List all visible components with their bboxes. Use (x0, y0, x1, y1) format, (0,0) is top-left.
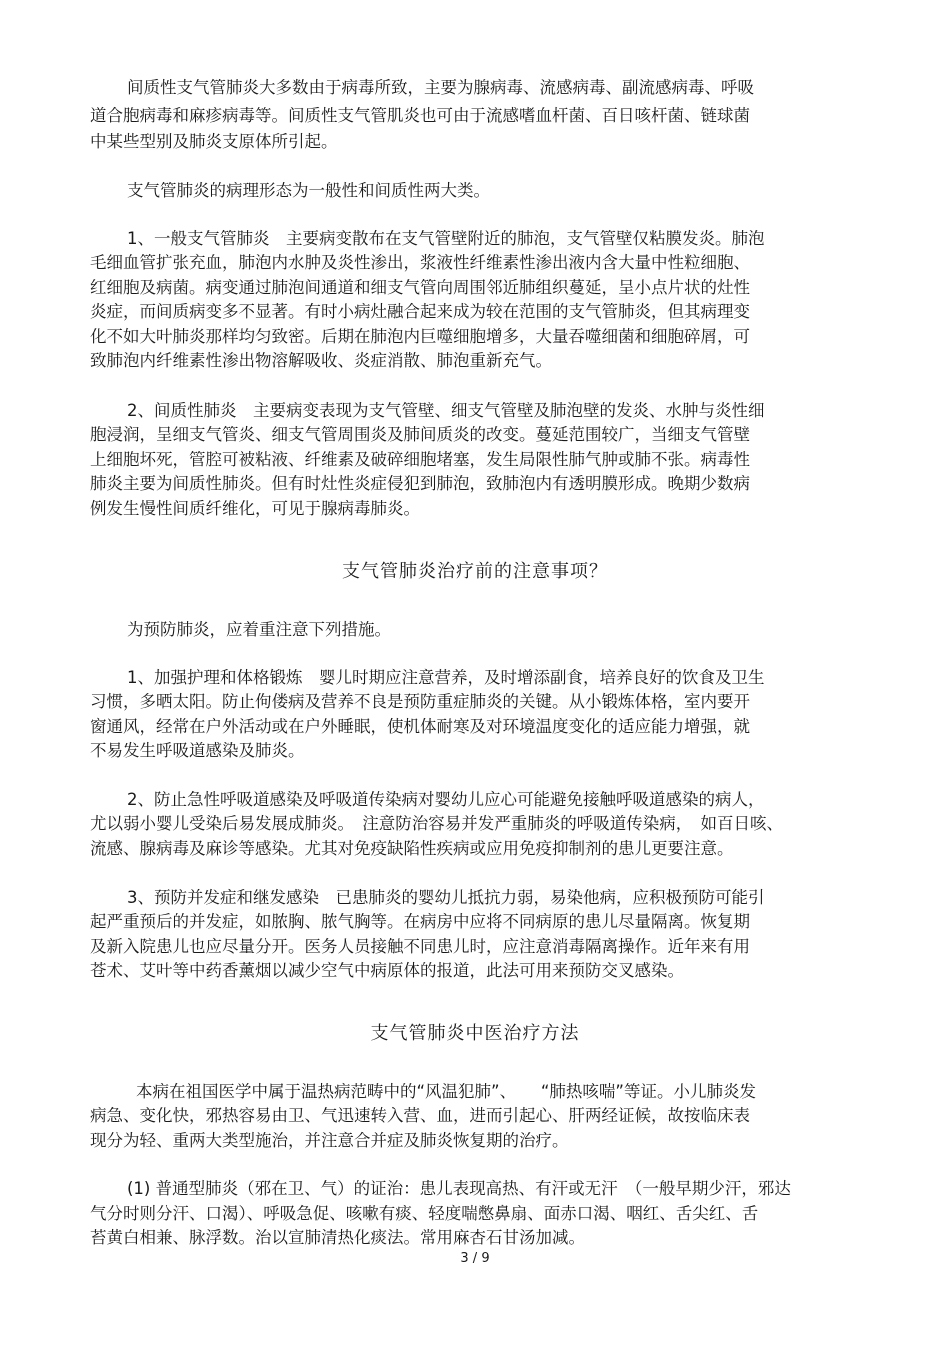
section-heading: 支气管肺炎治疗前的注意事项？ (342, 561, 608, 582)
paragraph-line: 为预防肺炎，应着重注意下列措施。 (127, 620, 391, 639)
paragraph-line: 起严重预后的并发症，如脓胸、脓气胸等。在病房中应将不同病原的患儿尽量隔离。恢复期 (90, 912, 750, 931)
paragraph-line: 本病在祖国医学中属于温热病范畴中的“风温犯肺”、 “肺热咳喘”等证。小儿肺炎发 (136, 1082, 756, 1101)
paragraph-line: 苔黄白相兼、脉浮数。治以宣肺清热化痰法。常用麻杏石甘汤加减。 (90, 1228, 585, 1247)
paragraph-line: 2、防止急性呼吸道感染及呼吸道传染病对婴幼儿应心可能避免接触呼吸道感染的病人， (127, 790, 765, 809)
paragraph-line: 道合胞病毒和麻疹病毒等。间质性支气管肌炎也可由于流感嗜血杆菌、百日咳杆菌、链球菌 (90, 106, 750, 125)
paragraph-line: 窗通风，经常在户外活动或在户外睡眠，使机体耐寒及对环境温度变化的适应能力增强，就 (90, 717, 750, 736)
paragraph-line: 上细胞坏死，管腔可被粘液、纤维素及破碎细胞堵塞，发生局限性肺气肿或肺不张。病毒性 (90, 450, 750, 469)
paragraph-line: 气分时则分汗、口渴）、呼吸急促、咳嗽有痰、轻度喘憋鼻扇、面赤口渴、咽红、舌尖红、舌 (90, 1204, 759, 1223)
paragraph-line: 中某些型别及肺炎支原体所引起。 (90, 132, 338, 151)
page-number: 3 / 9 (460, 1251, 490, 1266)
paragraph-line: 毛细血管扩张充血，肺泡内水肿及炎性渗出，浆液性纤维素性渗出液内含大量中性粒细胞、 (90, 253, 750, 272)
paragraph-line: 间质性支气管肺炎大多数由于病毒所致，主要为腺病毒、流感病毒、副流感病毒、呼吸 (127, 78, 754, 97)
paragraph-line: (1) 普通型肺炎（邪在卫、气）的证治：患儿表现高热、有汗或无汗 （一般早期少汗，邪达 (127, 1179, 791, 1198)
paragraph-line: 流感、腺病毒及麻诊等感染。尤其对免疫缺陷性疾病或应用免疫抑制剂的患儿更要注意。 (90, 839, 734, 858)
paragraph-line: 2、间质性肺炎 主要病变表现为支气管壁、细支气管壁及肺泡壁的发炎、水肿与炎性细 (127, 401, 765, 420)
paragraph-line: 炎症，而间质病变多不显著。有时小病灶融合起来成为较在范围的支气管肺炎，但其病理变 (90, 302, 750, 321)
paragraph-line: 红细胞及病菌。病变通过肺泡间通道和细支气管向周围邻近肺组织蔓延，呈小点片状的灶性 (90, 278, 750, 297)
paragraph-line: 1、一般支气管肺炎 主要病变散布在支气管壁附近的肺泡，支气管壁仅粘膜发炎。肺泡 (127, 229, 765, 248)
paragraph-line: 尤以弱小婴儿受染后易发展成肺炎。 注意防治容易并发严重肺炎的呼吸道传染病， 如百日咳、 (90, 814, 783, 833)
paragraph-line: 化不如大叶肺炎那样均匀致密。后期在肺泡内巨噬细胞增多，大量吞噬细菌和细胞碎屑，可 (90, 327, 750, 346)
paragraph-line: 例发生慢性间质纤维化，可见于腺病毒肺炎。 (90, 499, 420, 518)
paragraph-line: 1、加强护理和体格锻炼 婴儿时期应注意营养，及时增添副食，培养良好的饮食及卫生 (127, 668, 765, 687)
paragraph-line: 及新入院患儿也应尽量分开。医务人员接触不同患儿时，应注意消毒隔离操作。近年来有用 (90, 937, 750, 956)
paragraph-line: 3、预防并发症和继发感染 已患肺炎的婴幼儿抵抗力弱，易染他病，应积极预防可能引 (127, 888, 765, 907)
paragraph-line: 习惯，多晒太阳。防止佝偻病及营养不良是预防重症肺炎的关键。从小锻炼体格，室内要开 (90, 692, 750, 711)
paragraph-line: 胞浸润，呈细支气管炎、细支气管周围炎及肺间质炎的改变。蔓延范围较广，当细支气管壁 (90, 425, 750, 444)
section-heading: 支气管肺炎中医治疗方法 (370, 1023, 580, 1044)
paragraph-line: 不易发生呼吸道感染及肺炎。 (90, 741, 305, 760)
paragraph-line: 现分为轻、重两大类型施治，并注意合并症及肺炎恢复期的治疗。 (90, 1131, 569, 1150)
paragraph-line: 支气管肺炎的病理形态为一般性和间质性两大类。 (127, 181, 490, 200)
paragraph-line: 致肺泡内纤维素性渗出物溶解吸收、炎症消散、肺泡重新充气。 (90, 351, 552, 370)
paragraph-line: 苍术、艾叶等中药香薰烟以减少空气中病原体的报道，此法可用来预防交叉感染。 (90, 961, 684, 980)
paragraph-line: 病急、变化快，邪热容易由卫、气迅速转入营、血，进而引起心、肝两经证候，故按临床表 (90, 1106, 750, 1125)
paragraph-line: 肺炎主要为间质性肺炎。但有时灶性炎症侵犯到肺泡，致肺泡内有透明膜形成。晚期少数病 (90, 474, 750, 493)
